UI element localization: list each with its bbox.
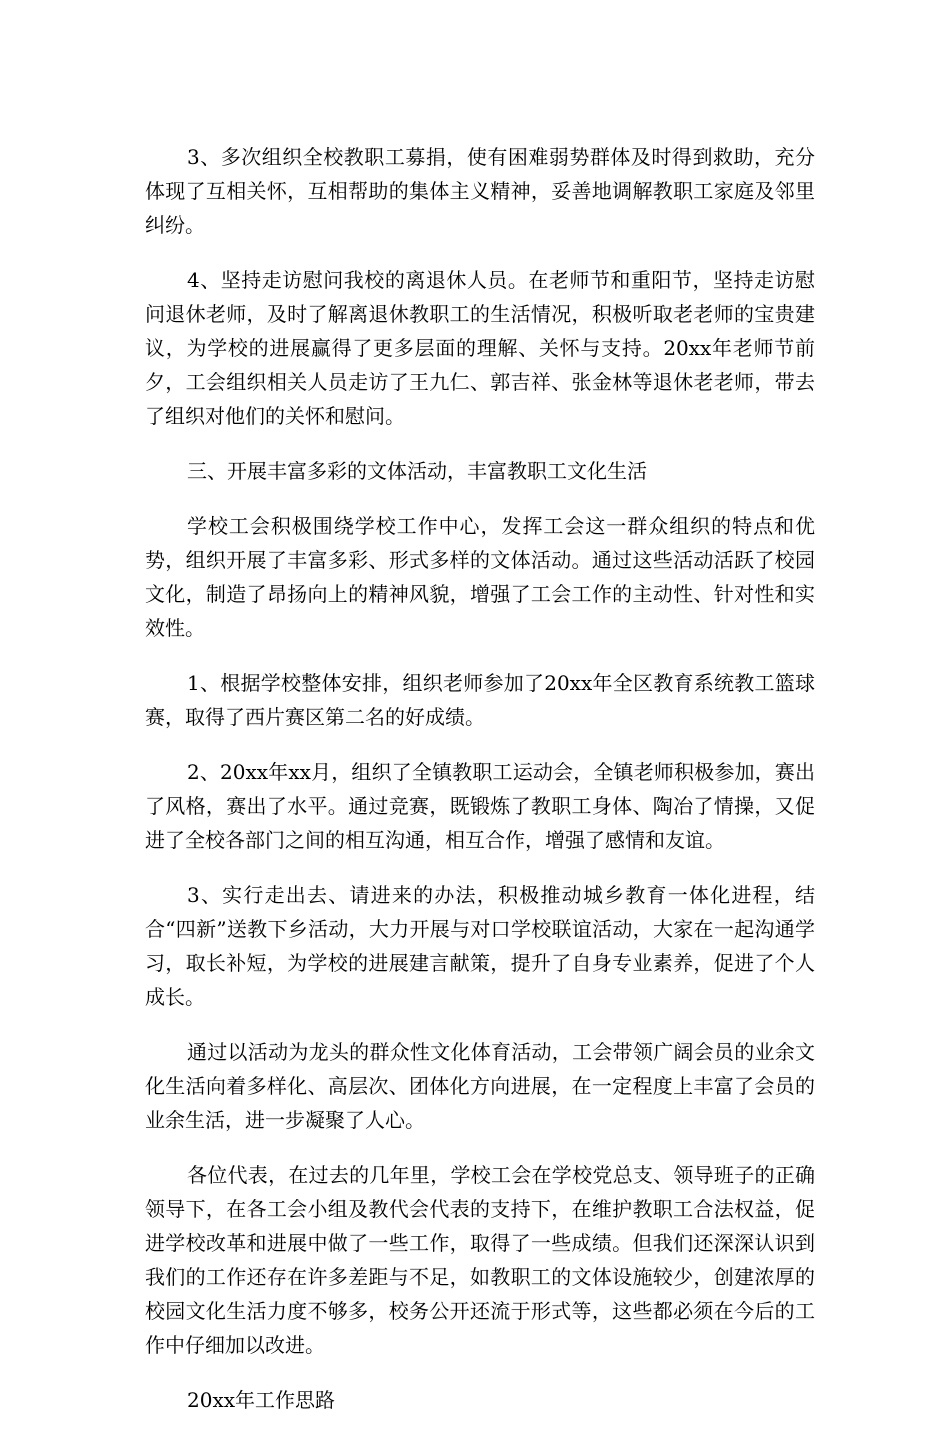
paragraph-item-1-basketball: 1、根据学校整体安排，组织老师参加了20xx年全区教育系统教工篮球赛，取得了西片赛区第二名的好成绩。	[145, 671, 815, 729]
section-heading-cultural-activities: 三、开展丰富多彩的文体活动，丰富教职工文化生活	[187, 459, 647, 483]
paragraph-item-3-donation: 3、多次组织全校教职工募捐，使有困难弱势群体及时得到救助，充分体现了互相关怀，互相帮助的集体主义精神，妥善地调解教职工家庭及邻里纠纷。	[145, 145, 815, 237]
paragraph-item-2-sports-meet: 2、20xx年xx月，组织了全镇教职工运动会，全镇老师积极参加，赛出了风格，赛出了水平。通过竞赛，既锻炼了教职工身体、陶冶了情操，又促进了全校各部门之间的相互沟通，相互合作，增强了感情和友谊。	[145, 760, 815, 852]
paragraph-item-3-exchange: 3、实行走出去、请进来的办法，积极推动城乡教育一体化进程，结合“四新”送教下乡活动，大力开展与对口学校联谊活动，大家在一起沟通学习，取长补短，为学校的进展建言献策，提升了自身专业素养，促进了个人成长。	[145, 883, 815, 1009]
paragraph-item-4-retiree-visits: 4、坚持走访慰问我校的离退休人员。在老师节和重阳节，坚持走访慰问退休老师，及时了解离退休教职工的生活情况，积极听取老老师的宝贵建议，为学校的进展赢得了更多层面的理解、关怀与支持。20xx年老师节前夕，工会组织相关人员走访了王九仁、郭吉祥、张金林等退休老老师，带去了组织对他们的关怀和慰问。	[145, 268, 815, 428]
paragraph-activities-summary: 通过以活动为龙头的群众性文化体育活动，工会带领广阔会员的业余文化生活向着多样化、高层次、团体化方向进展，在一定程度上丰富了会员的业余生活，进一步凝聚了人心。	[145, 1040, 815, 1132]
section-heading-work-plan: 20xx年工作思路	[187, 1388, 336, 1412]
paragraph-representatives-review: 各位代表，在过去的几年里，学校工会在学校党总支、领导班子的正确领导下，在各工会小组及教代会代表的支持下，在维护教职工合法权益，促进学校改革和进展中做了一些工作，取得了一些成绩。但我们还深深认识到我们的工作还存在许多差距与不足，如教职工的文体设施较少，创建浓厚的校园文化生活力度不够多，校务公开还流于形式等，这些都必须在今后的工作中仔细加以改进。	[145, 1163, 815, 1357]
paragraph-cultural-intro: 学校工会积极围绕学校工作中心，发挥工会这一群众组织的特点和优势，组织开展了丰富多彩、形式多样的文体活动。通过这些活动活跃了校园文化，制造了昂扬向上的精神风貌，增强了工会工作的主动性、针对性和实效性。	[145, 514, 815, 640]
document-page	[145, 140, 815, 1438]
